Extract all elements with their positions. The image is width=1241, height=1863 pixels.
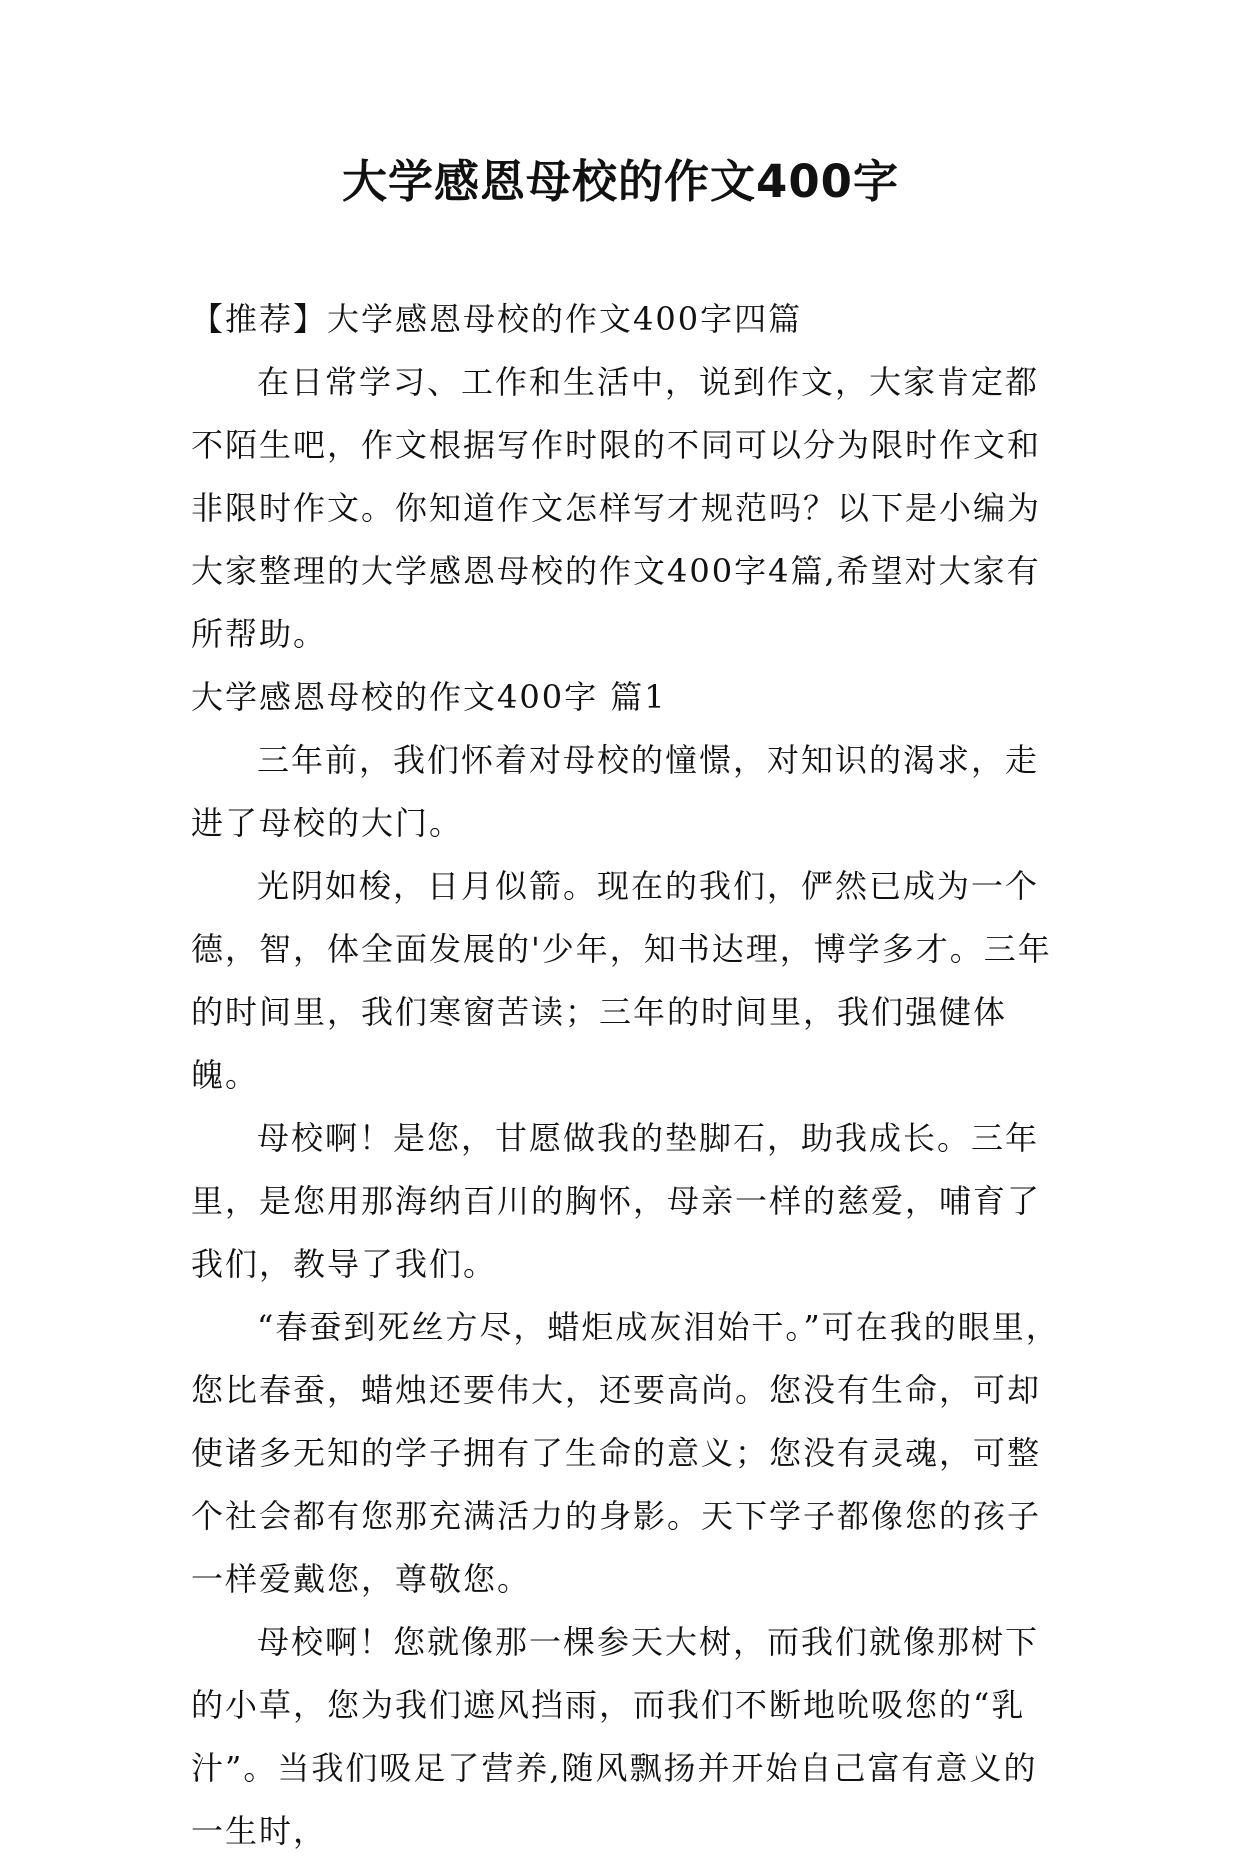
paragraph-intro: 在日常学习、工作和生活中，说到作文，大家肯定都不陌生吧，作文根据写作时限的不同可以分为限时作文和非限时作文。你知道作文怎样写才规范吗？以下是小编为大家整理的大学感恩母校的作文400字4篇,希望对大家有所帮助。 xyxy=(191,363,1042,653)
paragraph-body: 母校啊！您就像那一棵参天大树，而我们就像那树下的小草，您为我们遮风挡雨，而我们不断地吮吸您的“乳汁”。当我们吸足了营养,随风飘扬并开始自己富有意义的一生时， xyxy=(191,1623,1040,1850)
document-title: 大学感恩母校的作文400字 xyxy=(342,155,899,208)
paragraph-recommend-heading: 【推荐】大学感恩母校的作文400字四篇 xyxy=(191,300,803,338)
paragraph-body: 母校啊！是您，甘愿做我的垫脚石，助我成长。三年里，是您用那海纳百川的胸怀，母亲一样的慈爱，哺育了我们，教导了我们。 xyxy=(191,1119,1042,1283)
document-body xyxy=(191,288,1071,1863)
paragraph-body: 光阴如梭，日月似箭。现在的我们，俨然已成为一个德，智，体全面发展的'少年，知书达理，博学多才。三年的时间里，我们寒窗苦读；三年的时间里，我们强健体魄。 xyxy=(191,867,1052,1094)
paragraph-section-heading: 大学感恩母校的作文400字 篇1 xyxy=(191,678,667,716)
paragraph-body: 三年前，我们怀着对母校的憧憬，对知识的渴求，走进了母校的大门。 xyxy=(191,741,1040,842)
paragraph-body: “春蚕到死丝方尽，蜡炬成灰泪始干。”可在我的眼里，您比春蚕，蜡烛还要伟大，还要高尚。您没有生命，可却使诸多无知的学子拥有了生命的意义；您没有灵魂，可整个社会都有您那充满活力的身影。天下学子都像您的孩子一样爱戴您，尊敬您。 xyxy=(191,1308,1060,1598)
